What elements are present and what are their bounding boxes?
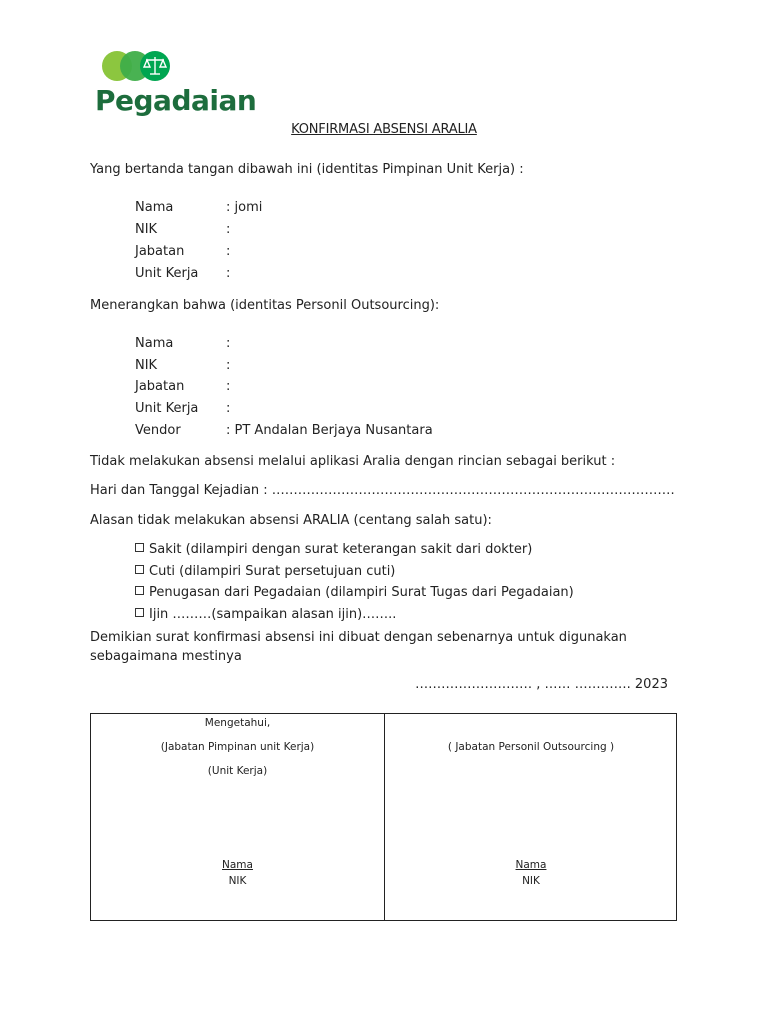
personnel-vendor-value: : PT Andalan Berjaya Nusantara [226,423,433,438]
leader-jabatan-value: : [226,244,231,259]
checkbox-icon[interactable] [135,608,144,617]
leader-signature-name: Nama [222,859,253,871]
personnel-name-value: : [226,336,231,351]
leader-jabatan-label: Jabatan [135,244,185,259]
leader-nik-label: NIK [135,222,158,237]
no-attendance-text: Tidak melakukan absensi melalui aplikasi Aralia dengan rincian sebagai berikut : [90,454,616,469]
signature-cell-leader [91,714,384,920]
leader-signature-nik: NIK [228,875,247,887]
reason-intro-text: Alasan tidak melakukan absensi ARALIA (centang salah satu): [90,513,492,528]
personnel-nik-value: : [226,358,231,373]
reason-sick-option[interactable] [135,541,532,559]
personnel-vendor-label: Vendor [135,423,181,438]
intro-text: Yang bertanda tangan dibawah ini (identitas Pimpinan Unit Kerja) : [90,162,524,177]
reason-assignment-option[interactable] [135,584,574,602]
personnel-unit-label: Unit Kerja [135,401,199,416]
document-title: KONFIRMASI ABSENSI ARALIA [291,122,477,137]
reason-leave-option[interactable] [135,563,395,581]
reason-assignment-label: Penugasan dari Pegadaian (dilampiri Surat Tugas dari Pegadaian) [149,585,574,600]
signature-table [90,713,677,921]
place-date-line: ……………………… , …… …………. 2023 [415,677,668,692]
pegadaian-logo [95,46,257,122]
scales-icon [99,48,179,84]
leader-unit-label: (Unit Kerja) [207,765,268,777]
pegadaian-wordmark: Pegadaian [95,84,257,117]
personnel-signature-name: Nama [515,859,547,871]
reason-sick-label: Sakit (dilampiri dengan surat keterangan sakit dari dokter) [149,542,533,557]
personnel-signature-nik: NIK [522,875,540,887]
statement-text: Menerangkan bahwa (identitas Personil Outsourcing): [90,298,440,313]
leader-unit-value: : [226,266,231,281]
checkbox-icon[interactable] [135,543,144,552]
checkbox-icon[interactable] [135,586,144,595]
leader-name-value: : jomi [226,200,263,215]
reason-permit-option[interactable] [135,606,396,624]
personnel-unit-value: : [226,401,231,416]
personnel-name-label: Nama [135,336,174,351]
reason-permit-label: Ijin ………(sampaikan alasan ijin)…….. [149,607,397,622]
personnel-jabatan-label: Jabatan [135,379,185,394]
personnel-position-label: ( Jabatan Personil Outsourcing ) [447,741,615,753]
personnel-nik-label: NIK [135,358,158,373]
acknowledged-label: Mengetahui, [204,717,271,729]
leader-unit-label: Unit Kerja [135,266,199,281]
checkbox-icon[interactable] [135,565,144,574]
leader-position-label: (Jabatan Pimpinan unit Kerja) [160,741,315,753]
closing-paragraph: Demikian surat konfirmasi absensi ini dibuat dengan sebenarnya untuk digunakan sebagaimana mestinya [90,630,627,664]
reason-leave-label: Cuti (dilampiri Surat persetujuan cuti) [149,564,396,579]
incident-date-line: Hari dan Tanggal Kejadian : ………………………………………………………………………………… [90,483,675,498]
leader-name-label: Nama [135,200,174,215]
signature-cell-personnel [385,714,677,920]
leader-nik-value: : [226,222,231,237]
personnel-jabatan-value: : [226,379,231,394]
